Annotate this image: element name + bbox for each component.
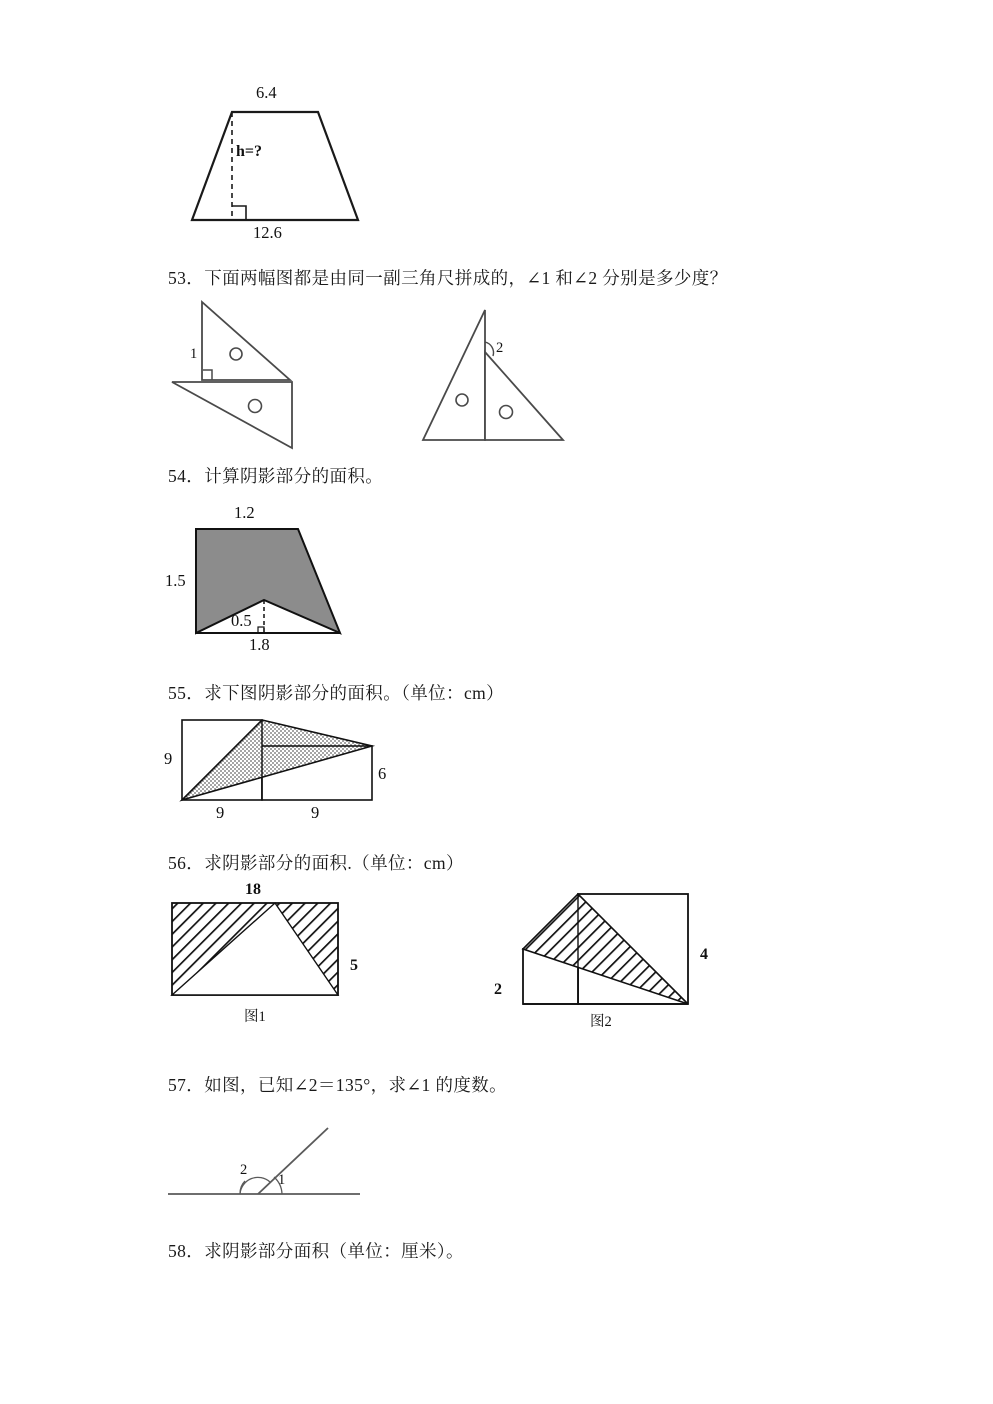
label-55-bottom-right: 9 <box>311 803 320 822</box>
label-56-1-top: 18 <box>245 881 261 898</box>
figure-53-left-triangle-rulers <box>162 296 352 456</box>
label-56-2-right-height: 4 <box>700 946 708 963</box>
upper-triangle <box>202 302 290 380</box>
figure-55-shaded-triangle <box>164 716 438 836</box>
hole-circle-right <box>500 406 513 419</box>
label-trapezoid-height: h=? <box>236 143 263 160</box>
label-57-angle-2: 2 <box>240 1162 248 1178</box>
hole-circle-lower <box>249 400 262 413</box>
left-triangle <box>423 310 485 440</box>
label-54-bottom: 1.8 <box>249 635 270 654</box>
label-angle-1: 1 <box>190 346 198 362</box>
hole-circle-upper <box>230 348 242 360</box>
label-55-right-height: 6 <box>378 764 387 783</box>
question-55-text: 55．求下图阴影部分的面积。（单位：cm） <box>168 683 505 703</box>
ray-line <box>258 1128 328 1194</box>
label-trapezoid-top: 6.4 <box>256 83 277 102</box>
lower-triangle <box>172 382 292 448</box>
label-54-left: 1.5 <box>165 571 186 590</box>
shaded-region <box>196 529 340 633</box>
question-54-text: 54．计算阴影部分的面积。 <box>168 466 384 486</box>
question-58-text: 58．求阴影部分面积（单位：厘米）。 <box>168 1241 464 1261</box>
label-57-angle-1: 1 <box>278 1172 286 1188</box>
right-triangle <box>485 352 563 440</box>
label-angle-2: 2 <box>496 340 504 356</box>
figure-56-1 <box>170 881 390 1047</box>
question-56-text: 56．求阴影部分的面积.（单位：cm） <box>168 853 464 873</box>
label-56-1-right: 5 <box>350 957 358 974</box>
caption-figure-1: 图1 <box>244 1009 266 1025</box>
label-trapezoid-bottom: 12.6 <box>253 223 282 242</box>
figure-57-angles <box>160 1118 440 1208</box>
angle-arc-2-outer <box>240 1177 270 1194</box>
question-53-text: 53．下面两幅图都是由同一副三角尺拼成的，∠1 和∠2 分别是多少度？ <box>168 268 728 288</box>
caption-figure-2: 图2 <box>590 1014 612 1030</box>
question-57-text: 57．如图，已知∠2＝135°，求∠1 的度数。 <box>168 1075 508 1095</box>
label-55-left-height: 9 <box>164 749 173 768</box>
label-55-bottom-left: 9 <box>216 803 225 822</box>
hole-circle-left <box>456 394 468 406</box>
figure-56-2 <box>486 886 726 1046</box>
label-54-inner-height: 0.5 <box>231 611 252 630</box>
label-54-top: 1.2 <box>234 503 255 522</box>
figure-trapezoid-height-unknown <box>170 75 400 245</box>
figure-53-right-triangle-rulers <box>405 300 595 455</box>
label-56-2-left-height: 2 <box>494 981 502 998</box>
trapezoid-outline <box>192 112 358 220</box>
figure-54-shaded-trapezoid <box>165 503 392 655</box>
